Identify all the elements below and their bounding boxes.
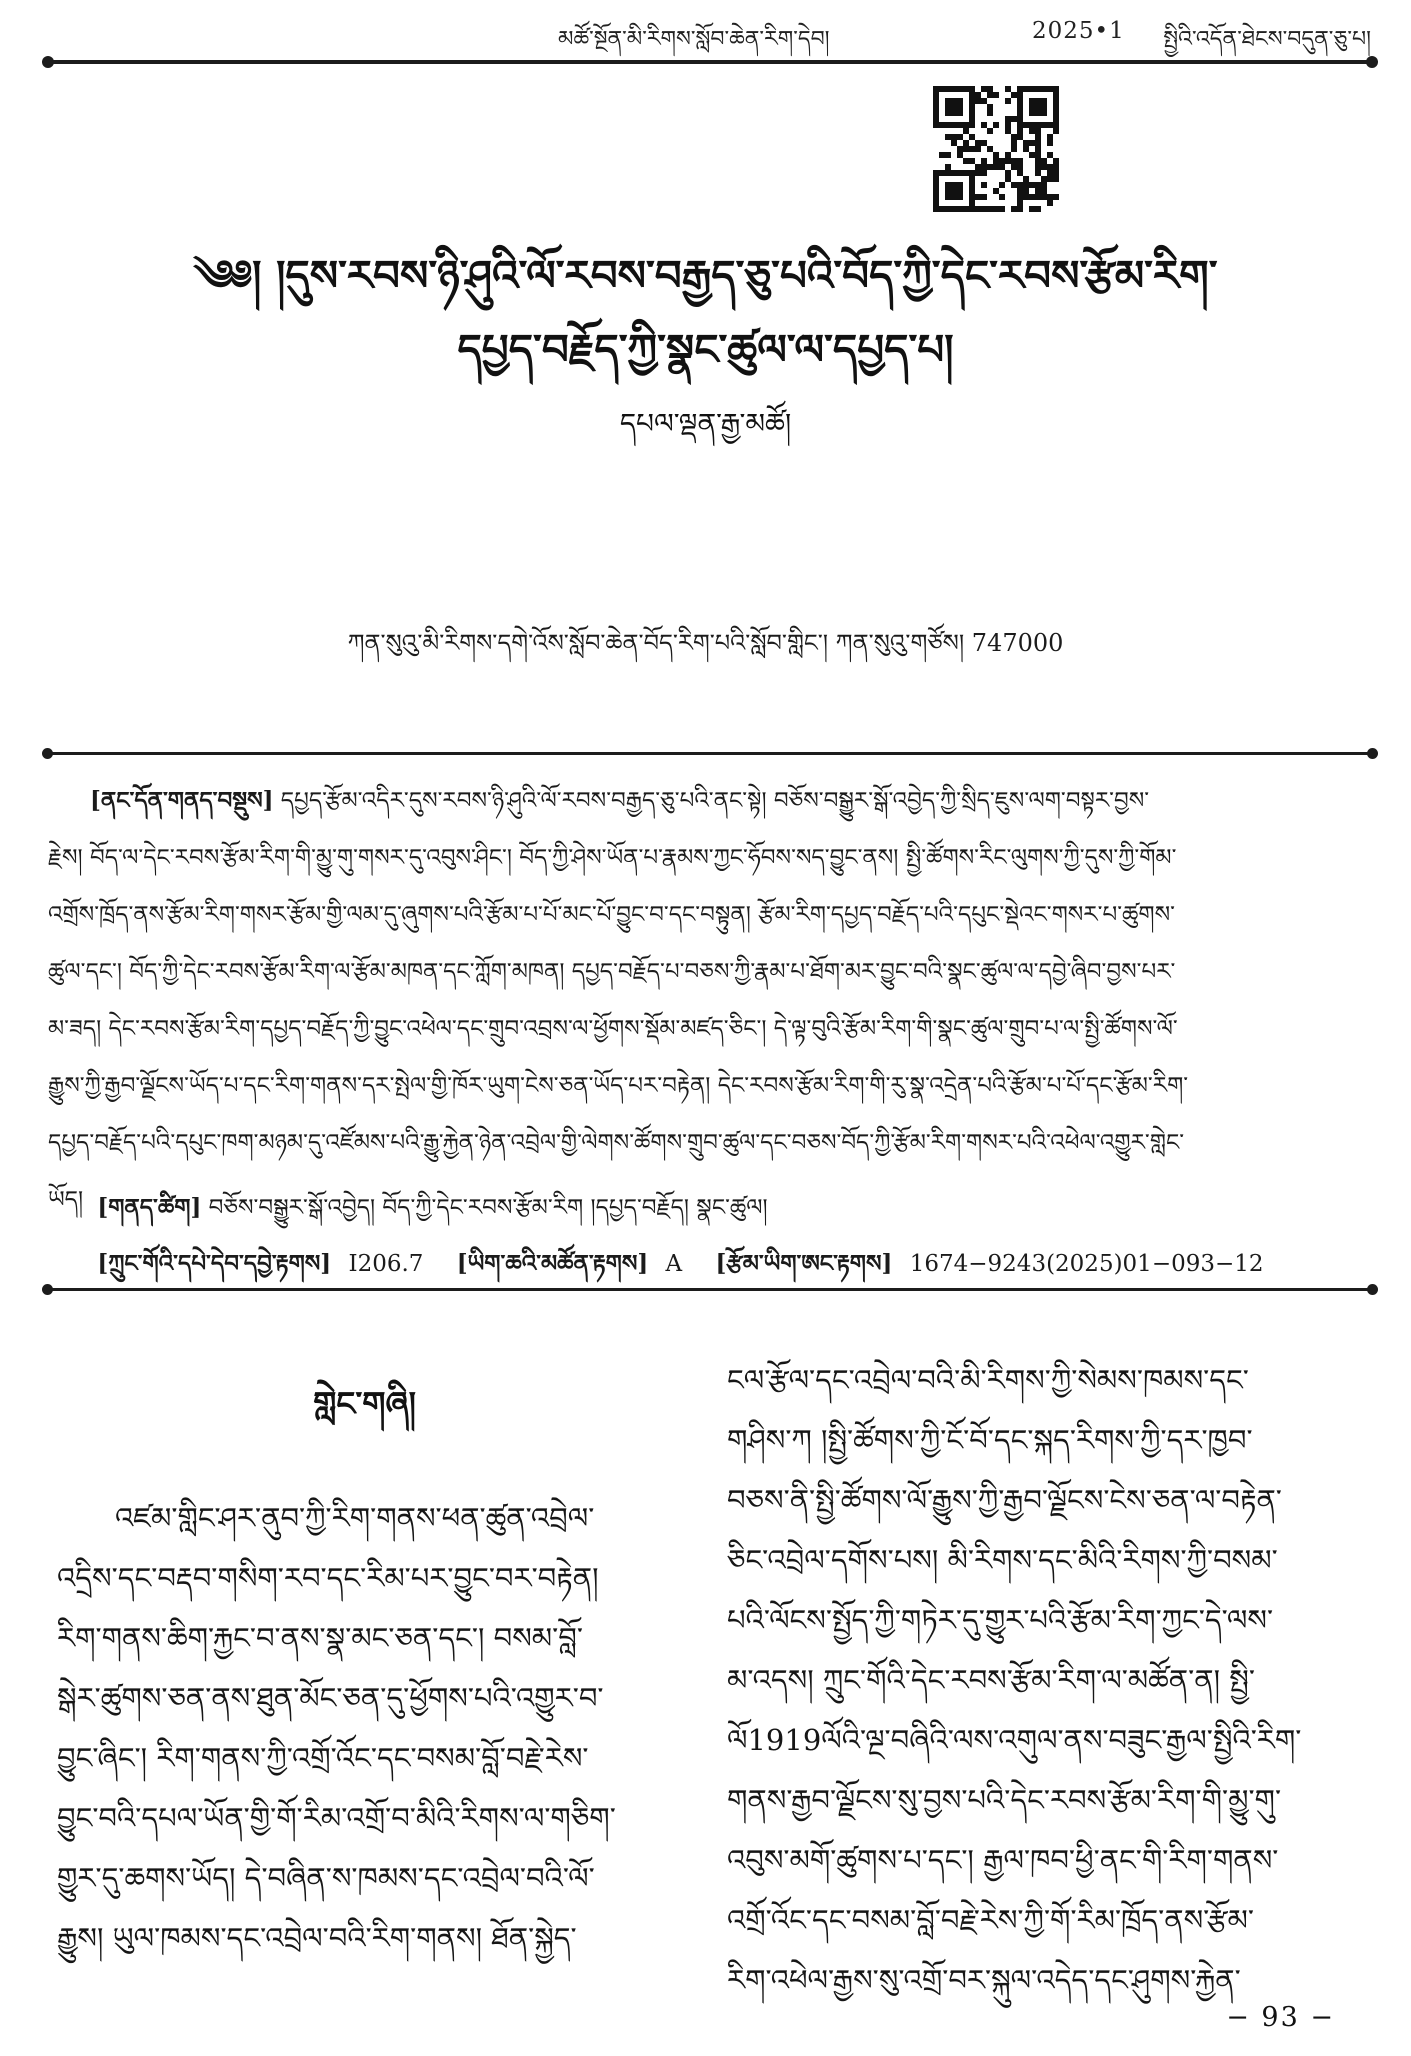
body-right-column bbox=[727, 1350, 1377, 2010]
body-text-line: ངལ་རྩོལ་དང་འབྲེལ་བའི་མི་རིགས་ཀྱི་སེམས་ཁམས་དང་ bbox=[727, 1363, 1249, 1397]
left-paragraph bbox=[57, 1488, 672, 1968]
article-id-value: 1674−9243(2025)01−093−12 bbox=[909, 1251, 1264, 1277]
body-text-line: པའི་ལོངས་སྤྱོད་ཀྱི་གཏེར་དུ་གྱུར་པའི་རྩོམ་རིག་ཀྱང་དེ་ལས་ bbox=[727, 1603, 1274, 1637]
keywords-label: [གནད་ཚིག] bbox=[97, 1194, 202, 1221]
body-text-line: རྒྱུས། ཡུལ་ཁམས་དང་འབྲེལ་བའི་རིག་གནས། ཐོན་སྐྱེད་ bbox=[57, 1921, 577, 1955]
issue-number: 2025•1 bbox=[1032, 18, 1125, 44]
body-text-line: ཅིང་འབྲེལ་དགོས་པས། མི་རིགས་དང་མིའི་རིགས་ཀྱི་བསམ་ bbox=[727, 1543, 1278, 1577]
classification-row bbox=[48, 1238, 1372, 1303]
rule-endpoint-dot bbox=[1366, 56, 1378, 68]
body-text-line: བཅས་ནི་སྤྱི་ཚོགས་ལོ་རྒྱུས་ཀྱི་རྒྱབ་ལྗོངས་ངེས་ཅན་ལ་བརྟེན་ bbox=[727, 1483, 1282, 1517]
doc-code-value: A bbox=[665, 1251, 683, 1277]
abstract-line: དཔྱད་བརྗོད་པའི་དཔུང་ཁག་མཉམ་དུ་འཛོམས་པའི་རྒྱུ་རྐྱེན་ཉེན་འབྲེལ་གྱི་ལེགས་ཚོགས་གྲུབ་ཚུལ་དང་བཅས་བོད་ཀྱི་རྩོམ་རིག་གསར་པའི་འཕེལ་འགྱུར་གླེང་ bbox=[48, 1130, 1185, 1156]
body-text-line: མ་འདས། ཀྲུང་གོའི་དེང་རབས་རྩོམ་རིག་ལ་མཚོན་ན། སྤྱི་ bbox=[727, 1663, 1255, 1697]
clc-label: [ཀྲུང་གོའི་དཔེ་དེབ་དབྱེ་རྟགས] bbox=[97, 1250, 332, 1277]
body-text-line: སྒེར་ཚུགས་ཅན་ནས་ཐུན་མོང་ཅན་དུ་ཕྱོགས་པའི་འགྱུར་བ་ bbox=[57, 1681, 604, 1715]
rule-endpoint-dot bbox=[42, 56, 54, 68]
rule-endpoint-dot bbox=[1367, 1284, 1378, 1295]
body-text-line: རིག་གནས་ཆིག་རྐྱང་བ་ནས་སྣ་མང་ཅན་དང་། བསམ་བློ་ bbox=[57, 1621, 583, 1655]
doc-code-label: [ཡིག་ཆའི་མཚོན་རྟགས] bbox=[456, 1250, 649, 1277]
abstract-line: རྗེས། བོད་ལ་དེང་རབས་རྩོམ་རིག་གི་མྱུ་གུ་གསར་དུ་འབུས་ཤིང་། བོད་ཀྱི་ཤེས་ཡོན་པ་རྣམས་ཀྱང་ཧོབས་སད་བྱུང་ནས། སྤྱི་ཚོགས་རིང་ལུགས་ཀྱི་དུས་ཀྱི་གོམ་ bbox=[48, 845, 1177, 871]
body-text-line: འབུས་མགོ་ཚུགས་པ་དང་། རྒྱལ་ཁབ་ཕྱི་ནང་གི་རིག་གནས་ bbox=[727, 1843, 1279, 1877]
affiliation: ཀན་སུའུ་མི་རིགས་དགེ་འོས་སློབ་ཆེན་བོད་རིག་པའི་སློབ་གླིང་། ཀན་སུའུ་གཙོས། 747000 bbox=[347, 629, 1064, 657]
issue-info: སྤྱིའི་འདོན་ཐེངས་བདུན་ཅུ་པ། bbox=[1163, 27, 1371, 52]
abstract-label: [ནང་དོན་གནད་བསྡུས] bbox=[90, 787, 274, 814]
abstract-line: འགྲོས་ཁྲོད་ནས་རྩོམ་རིག་གསར་རྩོམ་གྱི་ལམ་དུ་ཞུགས་པའི་རྩོམ་པ་པོ་མང་པོ་བྱུང་བ་དང་བསྟུན། རྩོམ་རིག་དཔྱད་བརྗོད་པའི་དཔུང་སྡེའང་གསར་པ་ཚུགས་ bbox=[48, 902, 1175, 928]
body-text-line: འདྲིས་དང་བརྡབ་གསིག་རབ་དང་རིམ་པར་བྱུང་བར་བརྟེན། bbox=[57, 1561, 599, 1595]
body-text-line: གྱུར་དུ་ཆགས་ཡོད། དེ་བཞིན་ས་ཁམས་དང་འབྲེལ་བའི་ལོ་ bbox=[57, 1861, 595, 1895]
rule-endpoint-dot bbox=[1367, 748, 1378, 759]
body-text-line: བྱུང་ཞིང་། རིག་གནས་ཀྱི་འགྲོ་འོང་དང་བསམ་བློ་བརྗེ་རེས་ bbox=[57, 1741, 589, 1775]
header-rule bbox=[48, 60, 1372, 64]
abstract-bottom-rule bbox=[48, 1288, 1372, 1291]
qr-code bbox=[933, 86, 1059, 212]
abstract-line bbox=[48, 772, 1372, 830]
rule-endpoint-dot bbox=[42, 1284, 53, 1295]
abstract-line: ཚུལ་དང་། བོད་ཀྱི་དེང་རབས་རྩོམ་རིག་ལ་རྩོམ་མཁན་དང་ཀློག་མཁན། དཔྱད་བརྗོད་པ་བཅས་ཀྱི་རྣམ་པ་ཐོག་མར་བྱུང་བའི་སྣང་ཚུལ་ལ་དབྱེ་ཞིབ་བྱས་པར་ bbox=[48, 959, 1176, 985]
abstract-line: མ་ཟད། དེང་རབས་རྩོམ་རིག་དཔྱད་བརྗོད་ཀྱི་བྱུང་འཕེལ་དང་གྲུབ་འབྲས་ལ་ཕྱོགས་སྡོམ་མཛད་ཅིང་། དེ་ལྟ་བུའི་རྩོམ་རིག་གི་སྣང་ཚུལ་གྲུབ་པ་ལ་སྤྱི་ཚོགས་ལོ་ bbox=[48, 1016, 1178, 1042]
article-id-label: [རྩོམ་ཡིག་ཨང་རྟགས] bbox=[715, 1250, 893, 1277]
body-text-line: འགྲོ་འོང་དང་བསམ་བློ་བརྗེ་རེས་ཀྱི་གོ་རིམ་ཁྲོད་ནས་རྩོམ་ bbox=[727, 1903, 1254, 1937]
abstract-top-rule bbox=[48, 752, 1372, 755]
page-number: − 93 − bbox=[1226, 2002, 1335, 2033]
abstract-line: ཡོད། bbox=[48, 1187, 84, 1213]
running-head bbox=[0, 14, 1411, 50]
author-name: དཔལ་ལྡན་རྒྱ་མཚོ། bbox=[619, 407, 792, 440]
abstract-block bbox=[48, 772, 1372, 1229]
keywords-text: བཅོས་བསྒྱུར་སྒོ་འབྱེད། བོད་ཀྱི་དེང་རབས་རྩོམ་རིག །དཔྱད་བརྗོད། སྣང་ཚུལ། bbox=[208, 1195, 768, 1221]
rule-endpoint-dot bbox=[42, 748, 53, 759]
body-text-line: གནས་རྒྱབ་ལྗོངས་སུ་བྱས་པའི་དེང་རབས་རྩོམ་རིག་གི་མྱུ་གུ་ bbox=[727, 1783, 1282, 1817]
article-title-line-1: ༄༅། །དུས་རབས་ཉི་ཤུའི་ལོ་རབས་བརྒྱད་ཅུ་པའི་བོད་ཀྱི་དེང་རབས་རྩོམ་རིག་ bbox=[193, 251, 1218, 300]
body-text-line: འཛམ་གླིང་ཤར་ནུབ་ཀྱི་རིག་གནས་ཕན་ཚུན་འབྲེལ་ bbox=[115, 1501, 595, 1535]
section-heading: གླེང་གཞི། bbox=[313, 1384, 416, 1423]
body-text-line: བྱུང་བའི་དཔལ་ཡོན་གྱི་གོ་རིམ་འགྲོ་བ་མིའི་རིགས་ལ་གཅིག་ bbox=[57, 1801, 616, 1835]
body-left-column bbox=[57, 1358, 672, 1968]
clc-value: I206.7 bbox=[348, 1251, 424, 1277]
abstract-line: རྒྱུས་ཀྱི་རྒྱབ་ལྗོངས་ཡོད་པ་དང་རིག་གནས་དར་སྤེལ་གྱི་ཁོར་ཡུག་ངེས་ཅན་ཡོད་པར་བརྟེན། དེང་རབས་རྩོམ་རིག་གི་རུ་སྣ་འདྲེན་པའི་རྩོམ་པ་པོ་དང་རྩོམ་རིག་ bbox=[48, 1073, 1189, 1099]
article-title-line-2: དཔྱད་བརྗོད་ཀྱི་སྣང་ཚུལ་ལ་དཔྱད་པ། bbox=[457, 325, 954, 374]
journal-name: མཚོ་སྔོན་མི་རིགས་སློབ་ཆེན་རིག་དེབ། bbox=[558, 27, 830, 52]
body-text-line: རིག་འཕེལ་རྒྱས་སུ་འགྲོ་བར་སྐུལ་འདེད་དང་ཤུགས་རྐྱེན་ bbox=[727, 1963, 1241, 1997]
body-text-line: གཤིས་ཀ །སྤྱི་ཚོགས་ཀྱི་ངོ་བོ་དང་སྐད་རིགས་ཀྱི་དར་ཁྱབ་ bbox=[727, 1423, 1253, 1457]
body-text-line: ལོ1919ལོའི་ལྔ་བཞིའི་ལས་འགུལ་ནས་བཟུང་རྒྱལ་སྤྱིའི་རིག་ bbox=[727, 1723, 1302, 1757]
abstract-text: དཔྱད་རྩོམ་འདིར་དུས་རབས་ཉི་ཤུའི་ལོ་རབས་བརྒྱད་ཅུ་པའི་ནང་སྟེ། བཅོས་བསྒྱུར་སྒོ་འབྱེད་ཀྱི་སྲིད་ཇུས་ལག་བསྟར་བྱས་ bbox=[280, 788, 1150, 814]
